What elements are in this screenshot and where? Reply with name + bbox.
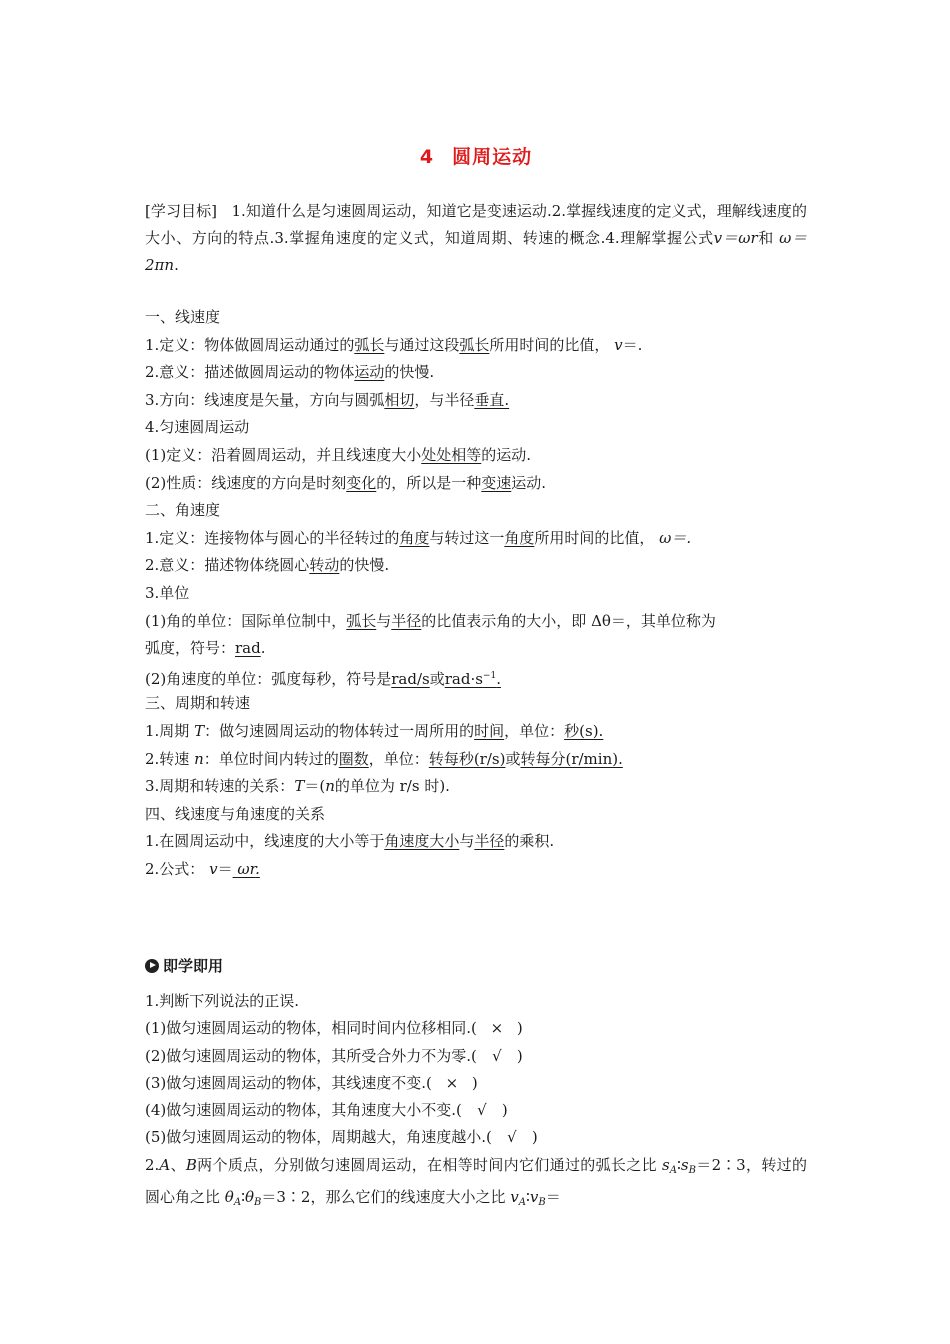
text: ＝. [622,335,643,354]
answer-blank: 变化 [346,473,377,492]
text: . [255,859,260,878]
unit-text: rad·s [444,669,483,688]
symbol-T: T [194,721,205,740]
question-item [145,1015,807,1042]
section-heading-linear-velocity: 一、线速度 [145,308,221,326]
text: ∶ [241,1188,245,1207]
practice-heading [145,955,223,976]
formula: ωr [237,859,256,878]
answer-blank: 相切 [384,390,415,409]
answer-blank: 弧长 [354,335,385,354]
s2-line-1 [145,525,807,553]
section-heading-period-speed: 三、周期和转速 [145,694,251,713]
practice-heading-text: 即学即用 [163,957,224,975]
question-item [145,1043,807,1070]
goals-end: . [174,256,179,274]
s1-line-4: 4.匀速圆周运动 [145,418,250,437]
item-end: ) [516,1019,523,1038]
text: ＝ [217,859,233,878]
symbol-theta: θ [244,1188,254,1207]
symbol-A: A [159,1155,171,1174]
text: ，单位： [368,749,429,768]
text: 的比值表示角的大小，即 Δθ＝，其单位称为 [421,611,716,630]
text: 的运动. [481,445,532,464]
item-end: ) [516,1046,523,1065]
s4-line-2 [145,856,807,884]
answer-blank: rad/s [391,669,430,688]
text: ：做匀速圆周运动的物体转过一周所用的 [204,721,475,740]
section-heading-angular-velocity: 二、角速度 [145,501,221,520]
text: ＝( [304,777,326,796]
practice-section [145,988,807,1216]
item-end: ) [531,1128,538,1147]
answer-blank: 弧长 [346,611,377,630]
subscript: A [669,1164,677,1176]
text: (1)角的单位：国际单位制中， [145,611,347,630]
answer-blank: 转每分(r/min). [520,749,623,768]
symbol-s: s [662,1155,670,1174]
play-icon [145,959,159,973]
learning-goals [145,198,807,279]
text: ，与半径 [414,390,475,409]
text: (2)性质：线速度的方向是时刻 [145,473,347,492]
answer-blank: 圈数 [338,749,369,768]
question-item [145,1097,807,1124]
item-text: (1)做匀速圆周运动的物体，相同时间内位移相同.( [145,1019,477,1038]
symbol-omega: ω＝. [659,528,692,547]
superscript: −1 [482,670,497,681]
answer-blank [233,860,260,878]
answer-blank: 半径 [474,832,505,851]
subscript: A [233,1197,242,1209]
text: 的快慢. [384,363,435,382]
goals-formula-2: ω＝2πn [145,229,807,274]
answer-blank: 转动 [309,556,340,575]
answer-blank: 转每秒(r/s) [428,749,506,768]
text: 、 [170,1155,186,1174]
item-text: (2)做匀速圆周运动的物体，其所受合外力不为零.( [145,1046,477,1065]
text: 两个质点，分别做匀速圆周运动，在相等时间内它们通过的弧长之比 [196,1155,657,1174]
text: 2.意义：描述做圆周运动的物体 [145,363,355,382]
symbol-s: s [680,1155,689,1174]
text: 与通过这段 [384,335,460,354]
title-number: 4 [419,146,435,168]
text: 所用时间的比值， [489,335,610,354]
s2-line-3: 3.单位 [145,583,190,602]
s1-line-6 [145,470,807,498]
title-text: 圆周运动 [452,146,533,168]
text: 所用时间的比值， [534,528,655,547]
text: 2∶3，转过的圆心角之比 [145,1155,807,1207]
text: 与转过这一 [429,528,505,547]
text: . [496,669,501,688]
text: 的，所以是一种 [376,473,482,492]
answer-mark: √ [507,1128,517,1147]
question-2 [145,1152,807,1217]
goals-text: 1.知道什么是匀速圆周运动，知道它是变速运动.2.掌握线速度的定义式，理解线速度的大小、方向的特点.3.掌握角速度的定义式，知道周期、转速的概念.4.理解掌握公式 [145,202,807,247]
symbol-v: v [529,1188,539,1207]
item-end: ) [471,1073,478,1092]
symbol-n: n [194,749,204,768]
item-text: (3)做匀速圆周运动的物体，其线速度不变.( [145,1073,432,1092]
text: (1)定义：沿着圆周运动，并且线速度大小 [145,445,422,464]
answer-blank: 运动 [354,363,385,382]
section-heading-relation: 四、线速度与角速度的关系 [145,804,326,823]
text: 2.意义：描述物体绕圆心 [145,556,310,575]
text: 或 [429,669,445,688]
question-1: 1.判断下列说法的正误. [145,992,300,1010]
subscript: A [518,1197,526,1209]
answer-mark: × [490,1019,504,1038]
text: . [260,639,266,658]
s1-line-2 [145,359,807,387]
text: 3.方向：线速度是矢量，方向与圆弧 [145,390,385,409]
subscript: B [538,1197,546,1209]
answer-blank [445,670,501,688]
symbol-v: v [614,335,623,354]
s3-line-3 [145,773,807,801]
s1-line-3 [145,387,807,415]
text: 的单位为 r/s 时). [334,777,450,796]
item-text: (4)做匀速圆周运动的物体，其角速度大小不变.( [145,1101,462,1120]
answer-mark: √ [492,1046,502,1065]
text: 弧度，符号： [145,639,236,658]
text: 2.公式： [145,859,205,878]
symbol-v: v [510,1188,519,1207]
page-title [145,142,807,169]
answer-blank: 时间 [474,721,505,740]
text: ＝ [695,1155,712,1174]
text: 与 [459,832,475,851]
text: 1.在圆周运动中，线速度的大小等于 [145,832,385,851]
goals-formula-1: v＝ωr [713,229,758,247]
text: 2.转速 [145,749,190,768]
goals-and: 和 [757,229,774,247]
answer-mark: × [445,1073,459,1092]
s2-line-6 [145,663,807,691]
text: 3.周期和转速的关系： [145,777,295,796]
subscript: B [254,1197,262,1209]
text: 与 [376,611,392,630]
text: 运动. [511,473,547,492]
text: ，单位： [504,721,565,740]
answer-blank: 处处相等 [421,445,482,464]
answer-blank: rad [235,639,261,658]
answer-blank: 秒(s). [564,721,604,740]
s4-line-1 [145,828,807,856]
text: ：单位时间内转过的 [203,749,339,768]
text: 的快慢. [339,556,390,575]
s3-line-1 [145,718,807,746]
answer-blank: 垂直. [474,390,510,409]
question-item [145,1124,807,1151]
symbol-B: B [185,1155,197,1174]
text: ＝3∶2，那么它们的线速度大小之比 [261,1188,506,1207]
s1-line-1 [145,332,807,360]
s2-line-4 [145,608,807,636]
answer-blank: 角度 [399,528,430,547]
s2-line-5 [145,635,807,663]
item-text: (5)做匀速圆周运动的物体，周期越大，角速度越小.( [145,1128,492,1147]
question-item [145,1070,807,1097]
text: ＝ [545,1188,561,1207]
text: ∶ [525,1188,530,1207]
text: 1.定义：物体做圆周运动通过的 [145,335,355,354]
text: 或 [505,749,521,768]
subscript: B [688,1164,696,1176]
text: (2)角速度的单位：弧度每秒，符号是 [145,669,392,688]
answer-blank: 半径 [391,611,422,630]
text: ∶ [676,1155,681,1174]
item-end: ) [501,1101,508,1120]
answer-mark: √ [477,1101,487,1120]
goals-label: [学习目标] [145,202,217,220]
answer-blank: 角度 [504,528,535,547]
text: 1.周期 [145,721,190,740]
answer-blank: 角速度大小 [384,832,460,851]
s3-line-2 [145,746,807,774]
answer-blank: 弧长 [459,335,490,354]
s1-line-5 [145,442,807,470]
symbol-T: T [294,777,305,796]
symbol-n: n [325,777,335,796]
content-body [145,304,807,883]
text: 的乘积. [504,832,555,851]
text: 1.定义：连接物体与圆心的半径转过的 [145,528,400,547]
text: 2. [145,1155,160,1174]
symbol-v: v [209,859,218,878]
s2-line-2 [145,552,807,580]
symbol-theta: θ [224,1188,234,1207]
answer-blank: 变速 [481,473,512,492]
